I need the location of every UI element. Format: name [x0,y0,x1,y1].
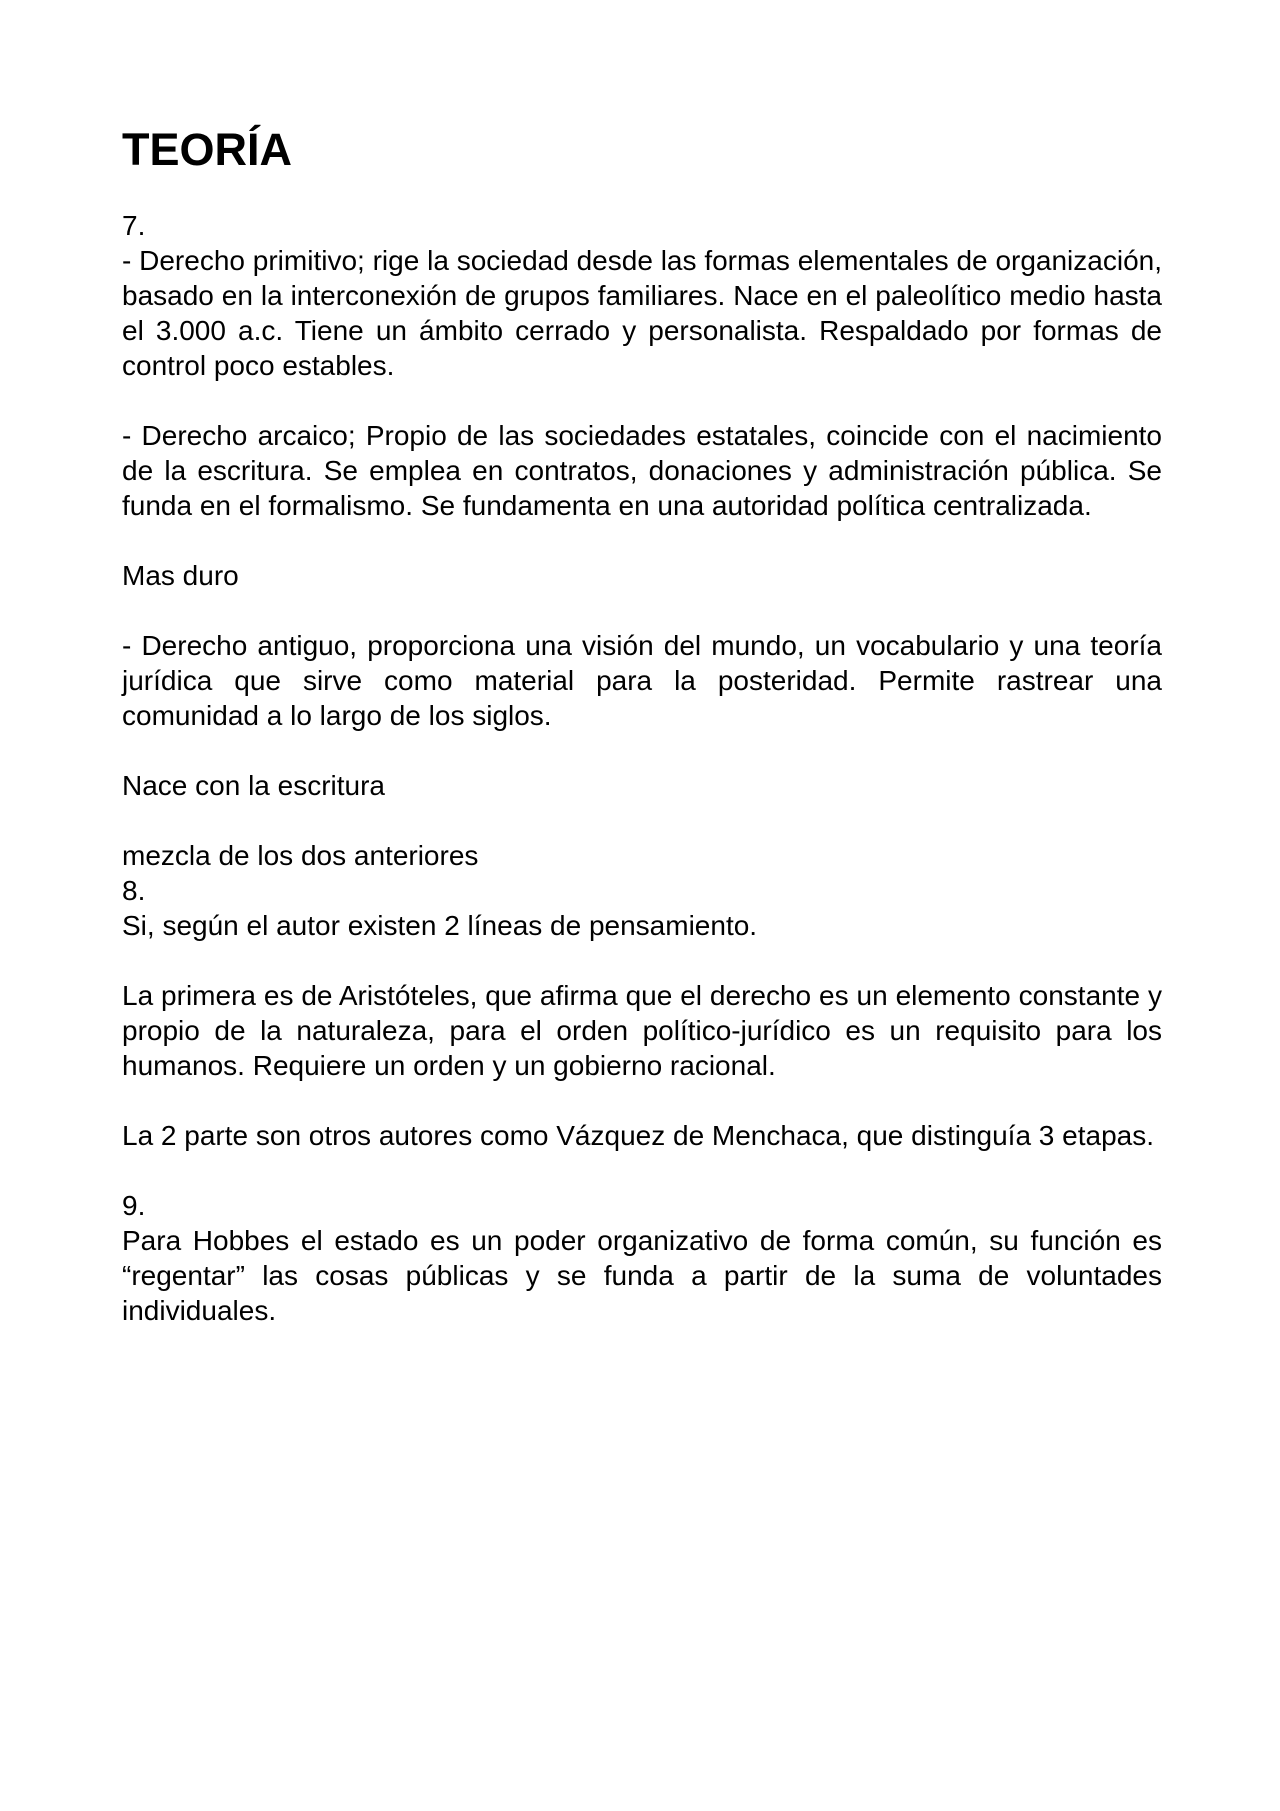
note-nace-con-escritura: Nace con la escritura [122,770,386,801]
paragraph-derecho-antiguo: - Derecho antiguo, proporciona una visión del mundo, un vocabulario y una teoría jurídica que sirve como material para la posteridad. Permite rastrear una comunidad a lo largo de los siglos. [122,630,1162,731]
spacer [122,593,1162,628]
note-mas-duro: Mas duro [122,560,239,591]
spacer [122,1153,1162,1188]
spacer [122,383,1162,418]
paragraph-derecho-primitivo: - Derecho primitivo; rige la sociedad desde las formas elementales de organización, basado en la interconexión de grupos familiares. Nace en el paleolítico medio hasta el 3.000 a.c. Tiene un ámbito cerrado y personalista. Respaldado por formas de control poco estables. [122,245,1162,381]
paragraph-vazquez-de-menchaca: La 2 parte son otros autores como Vázquez de Menchaca, que distinguía 3 etapas. [122,1120,1154,1151]
spacer [122,523,1162,558]
spacer [122,943,1162,978]
paragraph-aristoteles: La primera es de Aristóteles, que afirma que el derecho es un elemento constante y propio de la naturaleza, para el orden político-jurídico es un requisito para los humanos. Requiere un orden y un gobierno racional. [122,980,1162,1081]
spacer [122,733,1162,768]
page-title: TEORÍA [122,124,293,175]
document-body [122,120,1162,1328]
paragraph-q8-intro: Si, según el autor existen 2 líneas de pensamiento. [122,910,758,941]
note-mezcla: mezcla de los dos anteriores [122,840,479,871]
paragraph-derecho-arcaico: - Derecho arcaico; Propio de las sociedades estatales, coincide con el nacimiento de la escritura. Se emplea en contratos, donaciones y administración pública. Se funda en el formalismo. Se fundamenta en una autoridad política centralizada. [122,420,1162,521]
question-9-number: 9. [122,1190,146,1221]
paragraph-hobbes: Para Hobbes el estado es un poder organizativo de forma común, su función es “regentar” las cosas públicas y se funda a partir de la suma de voluntades individuales. [122,1225,1162,1326]
question-7-number: 7. [122,210,146,241]
spacer [122,1083,1162,1118]
spacer [122,803,1162,838]
question-8-number: 8. [122,875,146,906]
